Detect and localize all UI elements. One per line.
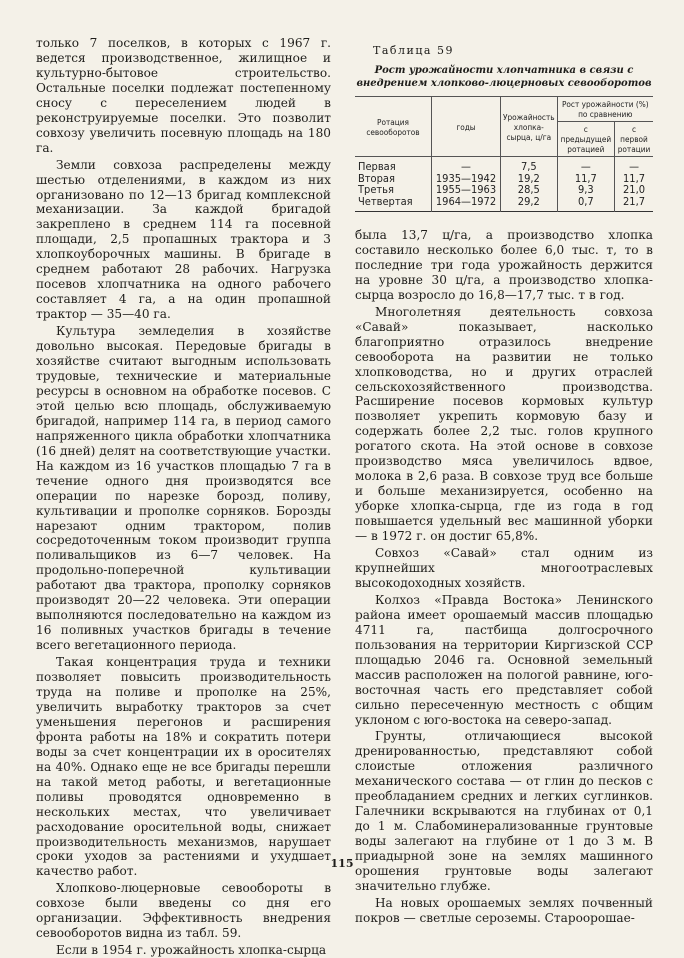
paragraph: Земли совхоза распределены между шестью отделениями, в каждом из них организовано по 12—13 бригад комплексной механизации. За каждой бригадой закреплено в среднем 114 га посевной площади, 2,5 пропашных трактора и 3 хлопкоуборочных машины. В бригаде в среднем работают 28 рабочих. Нагрузка посевов хлопчатника на одного рабочего составляет 4 га, а на один пропашной трактор — 35—40 га. xyxy=(36,157,331,322)
table-row xyxy=(355,184,653,196)
paragraph: Культура земледелия в хозяйстве довольно высокая. Передовые бригады в хозяйстве считают выгодным использовать трудовые, технические и материальные ресурсы в основном на обработке посевов. С этой целью всю площадь, обслуживаемую бригадой, например 114 га, в период самого напряженного цикла обработки хлопчатника (16 дней) делят на соответствующие участки. На каждом из 16 участков площадью 7 га в течение одного дня производятся все операции по нарезке борозд, поливу, культивации и прополке сорняков. Борозды нарезают одним трактором, полив сосредоточенным током производит группа поливальщиков из 6—7 человек. На продольно-поперечной культивации работают два трактора, прополку сорняков производят 20—22 человека. Эти операции выполняются последовательно на каждом из 16 поливных участков бригады в течение всего вегетационного периода. xyxy=(36,324,331,653)
cell-vs-previous: 0,7 xyxy=(557,196,614,212)
left-column xyxy=(36,36,331,958)
paragraph: Хлопково-люцерновые севообороты в совхозе были введены со дня его организации. Эффективность внедрения севооборотов видна из табл. 59. xyxy=(36,881,331,941)
table-row xyxy=(355,173,653,185)
right-column xyxy=(355,36,653,926)
cell-vs-previous: — xyxy=(557,157,614,173)
cell-years: 1935—1942 xyxy=(432,173,501,185)
cell-yield: 28,5 xyxy=(501,184,558,196)
yield-table xyxy=(355,96,653,212)
table-caption: Рост урожайности хлопчатника в связи с внедрением хлопково-люцерновых севооборотов xyxy=(356,65,652,89)
cell-rotation: Первая xyxy=(358,160,396,173)
cell-years: 1955—1963 xyxy=(432,184,501,196)
paragraph: Совхоз «Савай» стал одним из крупнейших многоотраслевых высокодоходных хозяйств. xyxy=(355,546,653,590)
cell-yield: 29,2 xyxy=(501,196,558,212)
cell-vs-previous: 9,3 xyxy=(557,184,614,196)
cell-vs-first: — xyxy=(615,157,653,173)
header-growth: Рост урожайности (%) по сравнению xyxy=(557,97,653,122)
paragraph: только 7 поселков, в которых с 1967 г. ведется производственное, жилищное и культурно-бытовое строительство. Остальные поселки подлежат постепенному сносу с переселением людей в реконструируемые поселки. Это позволит совхозу увеличить посевную площадь на 180 га. xyxy=(36,36,331,155)
paragraph: Такая концентрация труда и техники позволяет повысить производительность труда на поливе и прополке на 25%, увеличить выработку тракторов за счет уменьшения перегонов и расширения фронта работы на 18% и сократить потери воды за счет концентрации их в оросителях на 40%. Однако еще не все бригады перешли на такой метод работы, и вегетационные поливы проводятся одновременно в нескольких местах, что увеличивает расходование оросительной воды, снижает производительность механизмов, нарушает сроки уходов за растениями и ухудшает качество работ. xyxy=(36,655,331,879)
page-number: 115 xyxy=(330,857,354,870)
paragraph: Если в 1954 г. урожайность хлопка-сырца xyxy=(56,943,327,958)
paragraph: Многолетняя деятельность совхоза «Савай» показывает, насколько благоприятно отразилось внедрение севооборота на развитии не только хлопководства, но и других отраслей сельскохозяйственного производства. Расширение посевов кормовых культур позволяет укрепить кормовую базу и содержать более 2,2 тыс. голов крупного рогатого скота. На этой основе в совхозе производство мяса увеличилось вдвое, молока в 2,6 раза. В совхозе труд все больше и больше механизируется, особенно на уборке хлопка-сырца, где из года в год повышается удельный вес машинной уборки — в 1972 г. он достиг 65,8%. xyxy=(355,304,653,544)
cell-yield: 19,2 xyxy=(501,173,558,185)
paragraph: На новых орошаемых землях почвенный покров — светлые сероземы. Староорошае- xyxy=(355,895,653,925)
table-row xyxy=(355,196,653,212)
cell-years: — xyxy=(432,157,501,173)
cell-vs-first: 11,7 xyxy=(615,173,653,185)
header-yield: Урожайность хлопка-сырца, ц/га xyxy=(501,97,558,157)
header-years: годы xyxy=(432,97,501,157)
table-row xyxy=(355,157,653,173)
cell-rotation: Вторая xyxy=(358,171,395,185)
cell-yield: 7,5 xyxy=(501,157,558,173)
table-label: Таблица 59 xyxy=(373,44,454,57)
cell-rotation: Четвертая xyxy=(358,194,413,208)
header-vs-first: с первой ротации xyxy=(615,122,653,157)
header-vs-previous: с предыдущей ротацией xyxy=(557,122,614,157)
cell-vs-previous: 11,7 xyxy=(557,173,614,185)
cell-vs-first: 21,0 xyxy=(615,184,653,196)
header-rotation: Ротация севооборотов xyxy=(355,97,432,157)
paragraph: была 13,7 ц/га, а производство хлопка составило несколько более 6,0 тыс. т, то в последние три года урожайность держится на уровне 30 ц/га, а производство хлопка-сырца возросло до 16,8—17,7 тыс. т в год. xyxy=(355,228,653,302)
paragraph: Грунты, отличающиеся высокой дренированностью, представляют собой слоистые отложения различного механического состава — от глин до песков с преобладанием средних и легких суглинков. Галечники вскрываются на глубинах от 0,1 до 1 м. Слабоминерализованные грунтовые воды залегают на глубине от 1 до 3 м. В приадырной зоне на землях машинного орошения грунтовые воды залегают значительно глубже. xyxy=(355,729,653,893)
cell-vs-first: 21,7 xyxy=(615,196,653,212)
paragraph: Колхоз «Правда Востока» Ленинского района имеет орошаемый массив площадью 4711 га, пастбища долгосрочного пользования на территории Киргизской ССР площадью 2046 га. Основной земельный массив расположен на пологой равнине, юго-восточная часть его представляет собой сильно пересеченную местность с общим уклоном с юго-востока на северо-запад. xyxy=(355,592,653,727)
cell-years: 1964—1972 xyxy=(432,196,501,212)
cell-rotation: Третья xyxy=(358,183,394,196)
